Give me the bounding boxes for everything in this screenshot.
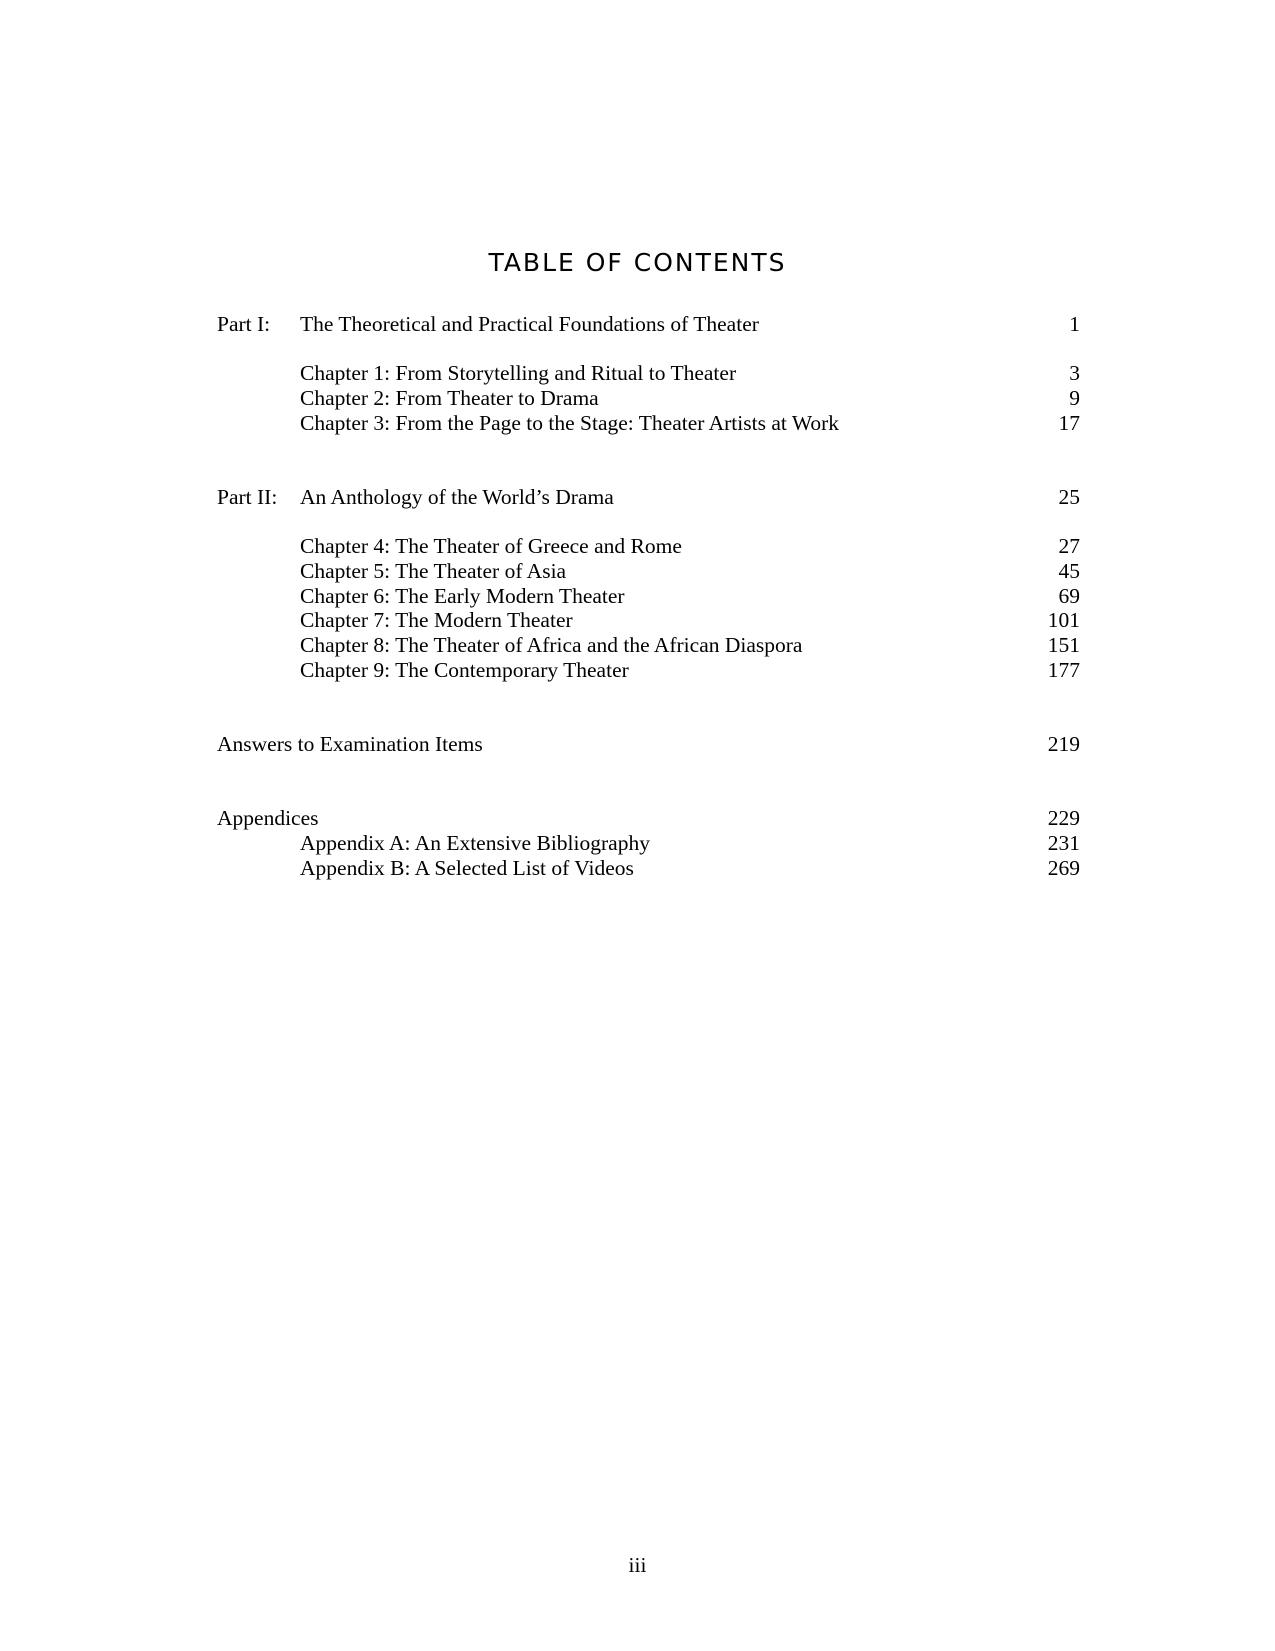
page-number: 177	[1047, 658, 1080, 682]
chapter-title: Chapter 1: From Storytelling and Ritual to Theater	[300, 361, 737, 385]
page-folio: iii	[628, 1553, 647, 1577]
part-title: The Theoretical and Practical Foundations of Theater	[300, 312, 759, 336]
page-number: 9	[1069, 386, 1080, 410]
page-number: 151	[1047, 633, 1080, 657]
page-number: 219	[1047, 732, 1080, 756]
page-number: 229	[1047, 806, 1080, 830]
page-number: 25	[1058, 485, 1080, 509]
section-title: Answers to Examination Items	[217, 732, 483, 756]
page-number: 45	[1058, 559, 1080, 583]
page-number: 1	[1069, 312, 1080, 336]
part-title: An Anthology of the World’s Drama	[300, 485, 614, 509]
appendix-title: Appendix B: A Selected List of Videos	[300, 856, 634, 880]
chapter-title: Chapter 2: From Theater to Drama	[300, 386, 599, 410]
appendix-title: Appendix A: An Extensive Bibliography	[300, 831, 650, 855]
chapter-title: Chapter 6: The Early Modern Theater	[300, 584, 625, 608]
page-number: 17	[1058, 411, 1080, 435]
part-label: Part I:	[217, 312, 271, 336]
page-number: 231	[1047, 831, 1080, 855]
section-title: Appendices	[217, 806, 319, 830]
chapter-title: Chapter 4: The Theater of Greece and Rome	[300, 534, 682, 558]
chapter-title: Chapter 7: The Modern Theater	[300, 608, 573, 632]
page-title: TABLE OF CONTENTS	[488, 248, 787, 277]
chapter-title: Chapter 8: The Theater of Africa and the African Diaspora	[300, 633, 803, 657]
page-number: 269	[1047, 856, 1080, 880]
page-number: 3	[1069, 361, 1080, 385]
chapter-title: Chapter 5: The Theater of Asia	[300, 559, 567, 583]
page-number: 101	[1047, 608, 1080, 632]
chapter-title: Chapter 3: From the Page to the Stage: Theater Artists at Work	[300, 411, 840, 435]
part-label: Part II:	[217, 485, 278, 509]
page-number: 27	[1058, 534, 1080, 558]
chapter-title: Chapter 9: The Contemporary Theater	[300, 658, 629, 682]
page-number: 69	[1058, 584, 1080, 608]
